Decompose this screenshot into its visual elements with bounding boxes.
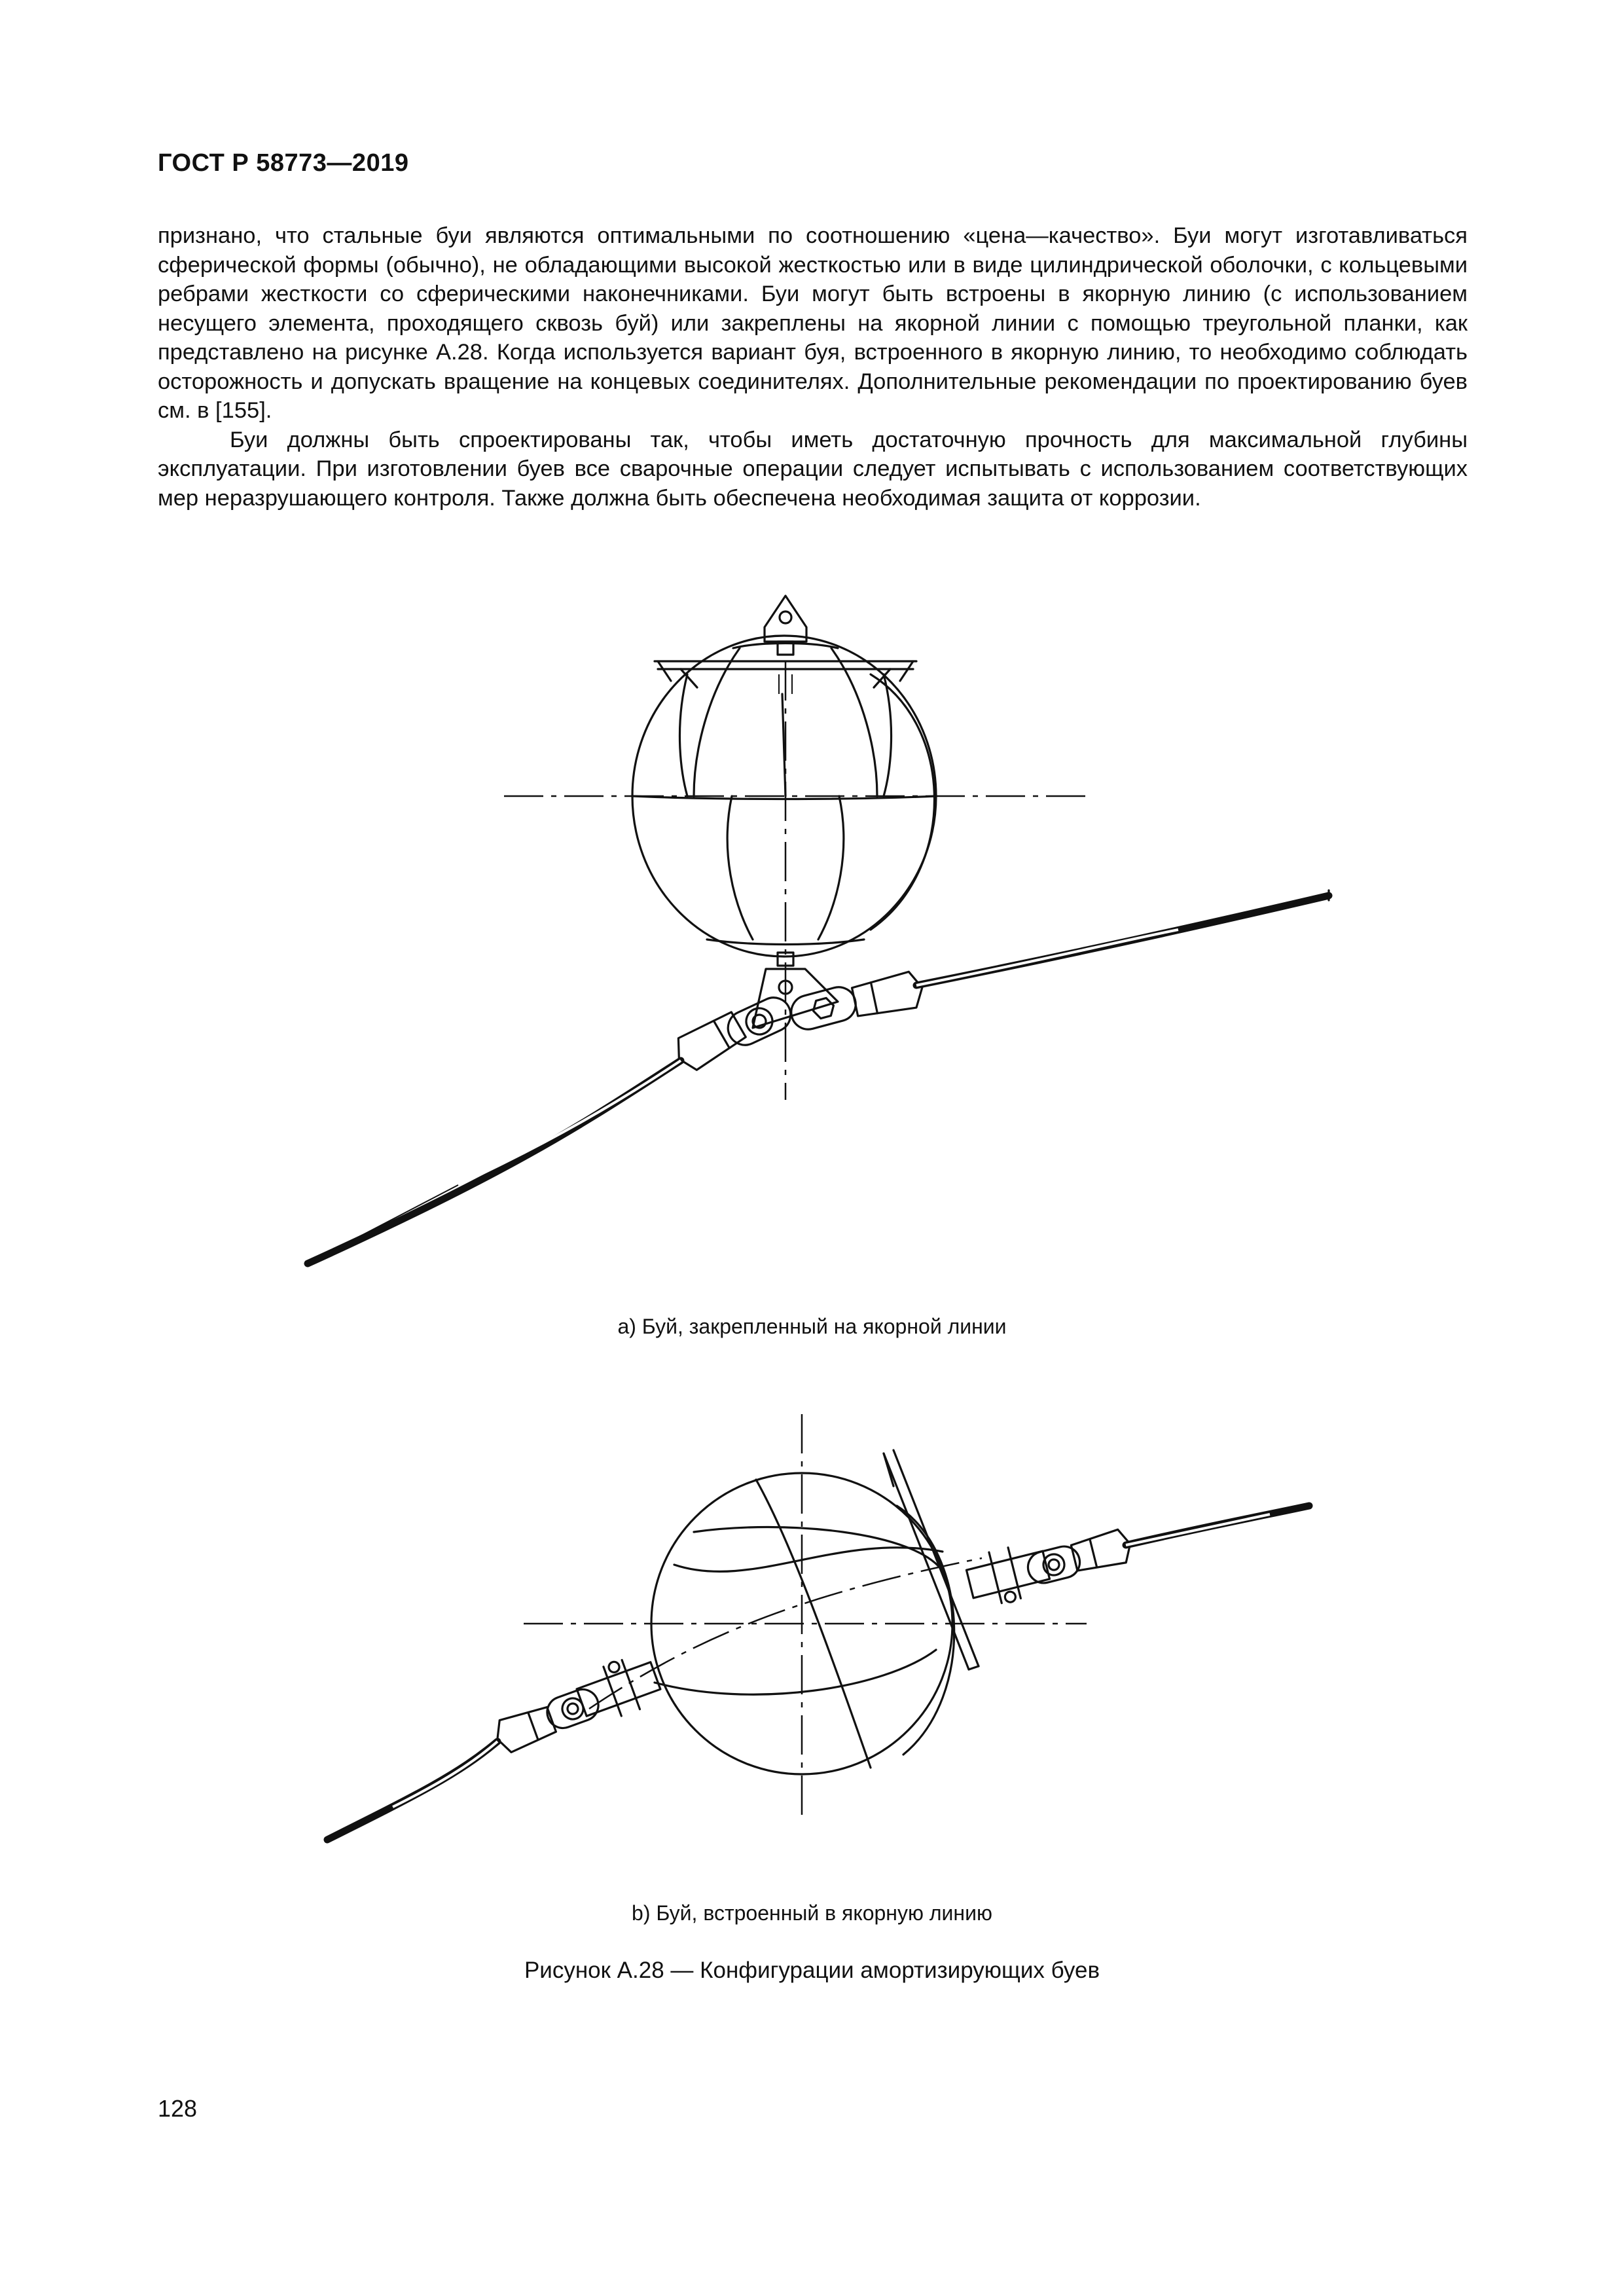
body-text <box>158 221 1468 513</box>
paragraph-2: Буи должны быть спроектированы так, чтобы иметь достаточную прочность для максимальной глубины эксплуатации. При изготовлении буев все сварочные операции следует испытывать с использованием соответствующих мер неразрушающего контроля. Также должна быть обеспечена необходимая защита от коррозии. <box>158 427 1468 511</box>
paragraph-1: признано, что стальные буи являются оптимальными по соотношению «цена—качество». Буи могут изготавливаться сферической формы (обычно), не обладающими высокой жесткостью или в виде цилиндрической оболочки, с кольцевыми ребрами жесткости со сферическими наконечниками. Буи могут быть встроены в якорную линию (с использованием несущего элемента, проходящего сквозь буй) или закреплены на якорной линии с помощью треугольной планки, как представлено на рисунке А.28. Когда используется вариант буя, встроенного в якорную линию, то необходимо соблюдать осторожность и допускать вращение на концевых соединителях. Дополнительные рекомендации по проектированию буев см. в [155]. <box>158 223 1468 423</box>
figure-a-drawing <box>0 576 1624 1296</box>
caption-a: a) Буй, закрепленный на якорной линии <box>617 1315 1007 1338</box>
figure-b-drawing <box>0 1401 1624 1859</box>
document-header: ГОСТ Р 58773—2019 <box>158 149 409 177</box>
caption-b: b) Буй, встроенный в якорную линию <box>632 1901 992 1925</box>
figure-title: Рисунок А.28 — Конфигурации амортизирующих буев <box>524 1958 1100 1983</box>
page-number: 128 <box>158 2095 198 2122</box>
